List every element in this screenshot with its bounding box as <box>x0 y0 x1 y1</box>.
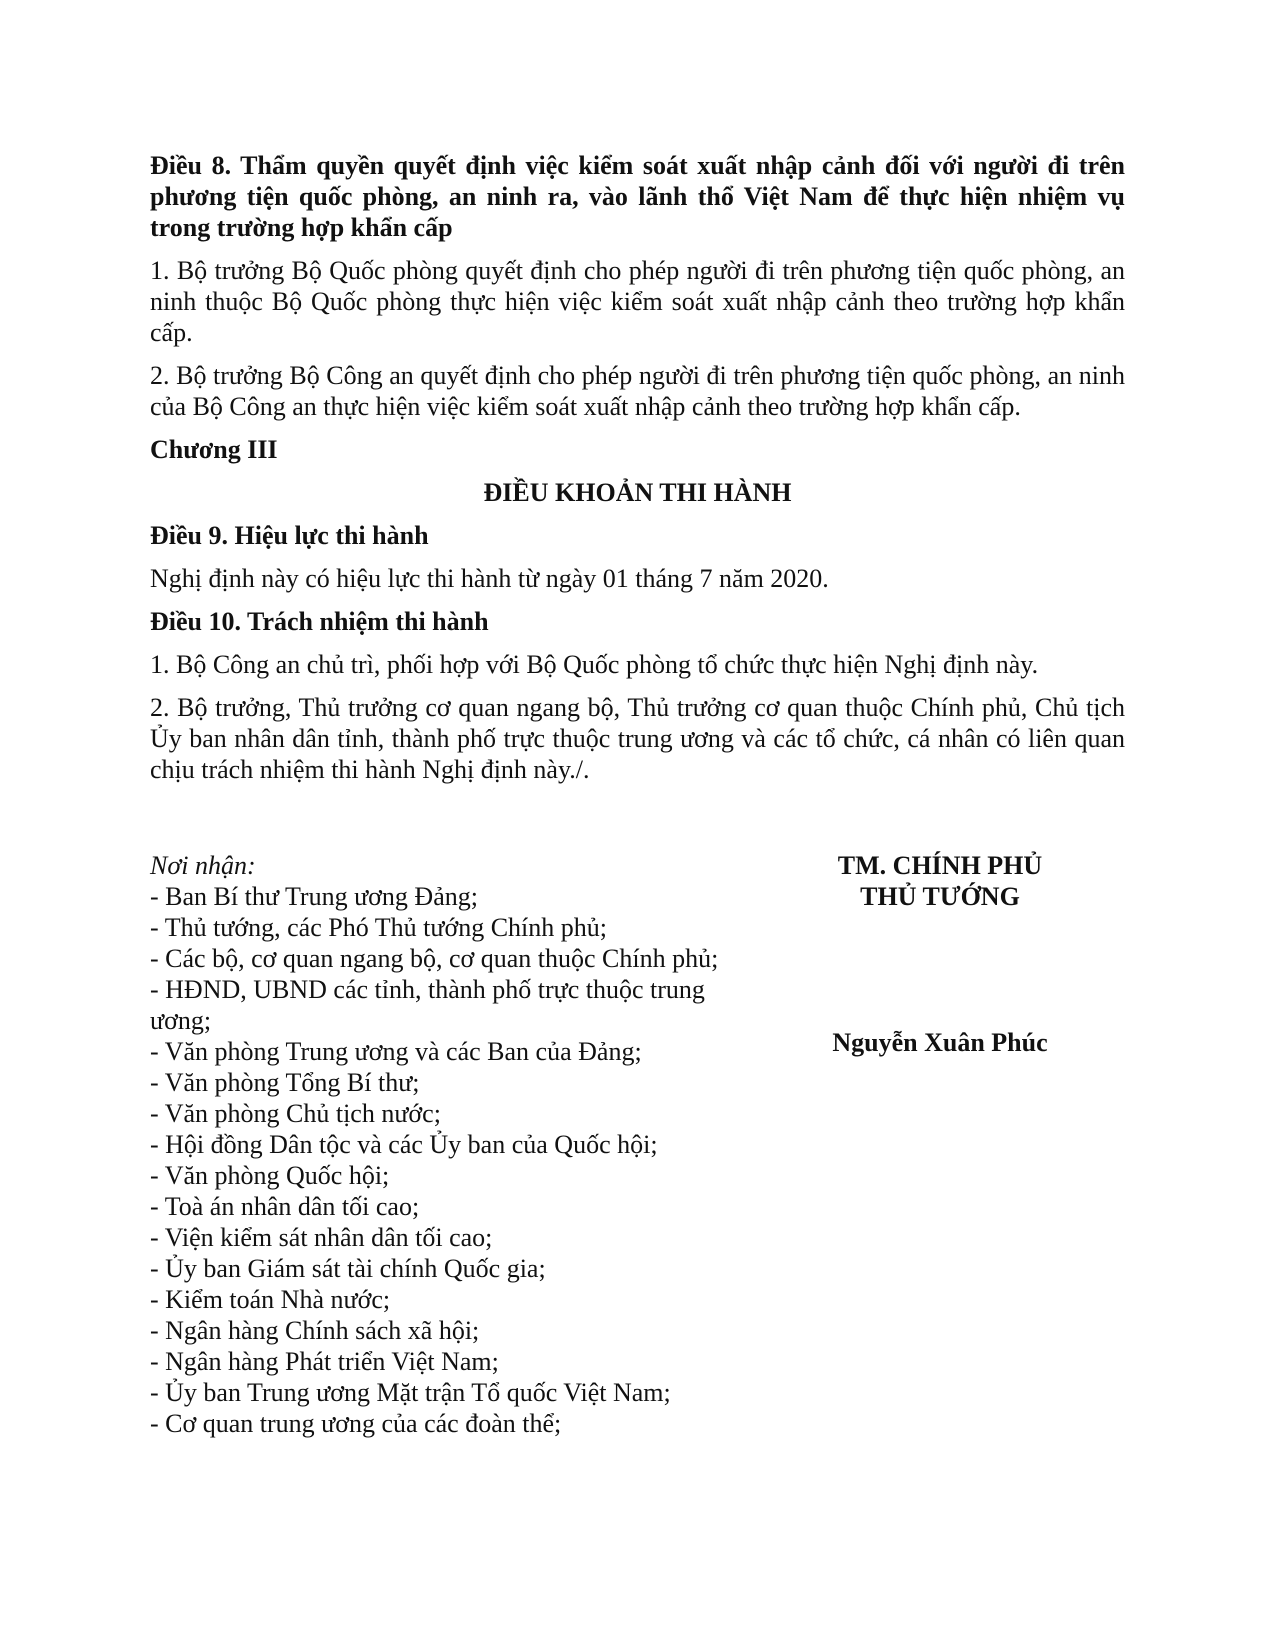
document-body <box>150 150 1125 797</box>
recipients-title: Nơi nhận: <box>150 851 256 880</box>
article-8-heading: Điều 8. Thẩm quyền quyết định việc kiểm soát xuất nhập cảnh đối với người đi trên phương tiện quốc phòng, an ninh ra, vào lãnh thổ Việt Nam để thực hiện nhiệm vụ trong trường hợp khẩn cấp <box>150 151 1125 242</box>
recipient-item: - Ban Bí thư Trung ương Đảng; <box>150 882 478 911</box>
recipient-item: - Hội đồng Dân tộc và các Ủy ban của Quốc hội; <box>150 1130 658 1159</box>
recipient-item: - Văn phòng Chủ tịch nước; <box>150 1099 441 1128</box>
article-10-item-2: 2. Bộ trưởng, Thủ trưởng cơ quan ngang bộ, Thủ trưởng cơ quan thuộc Chính phủ, Chủ tịch Ủy ban nhân dân tỉnh, thành phố trực thuộc trung ương và các tổ chức, cá nhân có liên quan chịu trách nhiệm thi hành Nghị định này./. <box>150 693 1125 784</box>
chapter-label: Chương III <box>150 435 278 464</box>
signature-title-line-2: THỦ TƯỚNG <box>860 882 1020 911</box>
recipient-item: - Toà án nhân dân tối cao; <box>150 1192 420 1221</box>
signature-title-line-1: TM. CHÍNH PHỦ <box>837 851 1043 880</box>
recipient-item: - Kiểm toán Nhà nước; <box>150 1285 391 1314</box>
signer-name: Nguyễn Xuân Phúc <box>832 1028 1048 1057</box>
article-9-heading: Điều 9. Hiệu lực thi hành <box>150 521 429 550</box>
recipient-item: - Ủy ban Giám sát tài chính Quốc gia; <box>150 1254 546 1283</box>
recipient-item: - Văn phòng Quốc hội; <box>150 1161 390 1190</box>
chapter-title: ĐIỀU KHOẢN THI HÀNH <box>483 478 792 507</box>
recipient-item: - Ngân hàng Phát triển Việt Nam; <box>150 1347 499 1376</box>
recipient-item: - Viện kiểm sát nhân dân tối cao; <box>150 1223 493 1252</box>
recipient-item: - HĐND, UBND các tỉnh, thành phố trực thuộc trung ương; <box>150 975 705 1035</box>
recipient-item: - Ủy ban Trung ương Mặt trận Tổ quốc Việt Nam; <box>150 1378 671 1407</box>
signature-block <box>790 850 1090 1058</box>
recipient-item: - Các bộ, cơ quan ngang bộ, cơ quan thuộc Chính phủ; <box>150 944 719 973</box>
article-8-item-1: 1. Bộ trưởng Bộ Quốc phòng quyết định cho phép người đi trên phương tiện quốc phòng, an ninh thuộc Bộ Quốc phòng thực hiện việc kiểm soát xuất nhập cảnh theo trường hợp khẩn cấp. <box>150 256 1125 347</box>
recipients-block <box>150 850 735 1439</box>
recipient-item: - Văn phòng Trung ương và các Ban của Đảng; <box>150 1037 642 1066</box>
recipient-item: - Thủ tướng, các Phó Thủ tướng Chính phủ; <box>150 913 607 942</box>
recipient-item: - Cơ quan trung ương của các đoàn thể; <box>150 1409 562 1438</box>
article-10-heading: Điều 10. Trách nhiệm thi hành <box>150 607 489 636</box>
recipient-item: - Văn phòng Tổng Bí thư; <box>150 1068 420 1097</box>
article-8-item-2: 2. Bộ trưởng Bộ Công an quyết định cho phép người đi trên phương tiện quốc phòng, an ninh của Bộ Công an thực hiện việc kiểm soát xuất nhập cảnh theo trường hợp khẩn cấp. <box>150 361 1125 421</box>
article-10-item-1: 1. Bộ Công an chủ trì, phối hợp với Bộ Quốc phòng tổ chức thực hiện Nghị định này. <box>150 650 1039 679</box>
recipient-item: - Ngân hàng Chính sách xã hội; <box>150 1316 480 1345</box>
article-9-text: Nghị định này có hiệu lực thi hành từ ngày 01 tháng 7 năm 2020. <box>150 564 829 593</box>
